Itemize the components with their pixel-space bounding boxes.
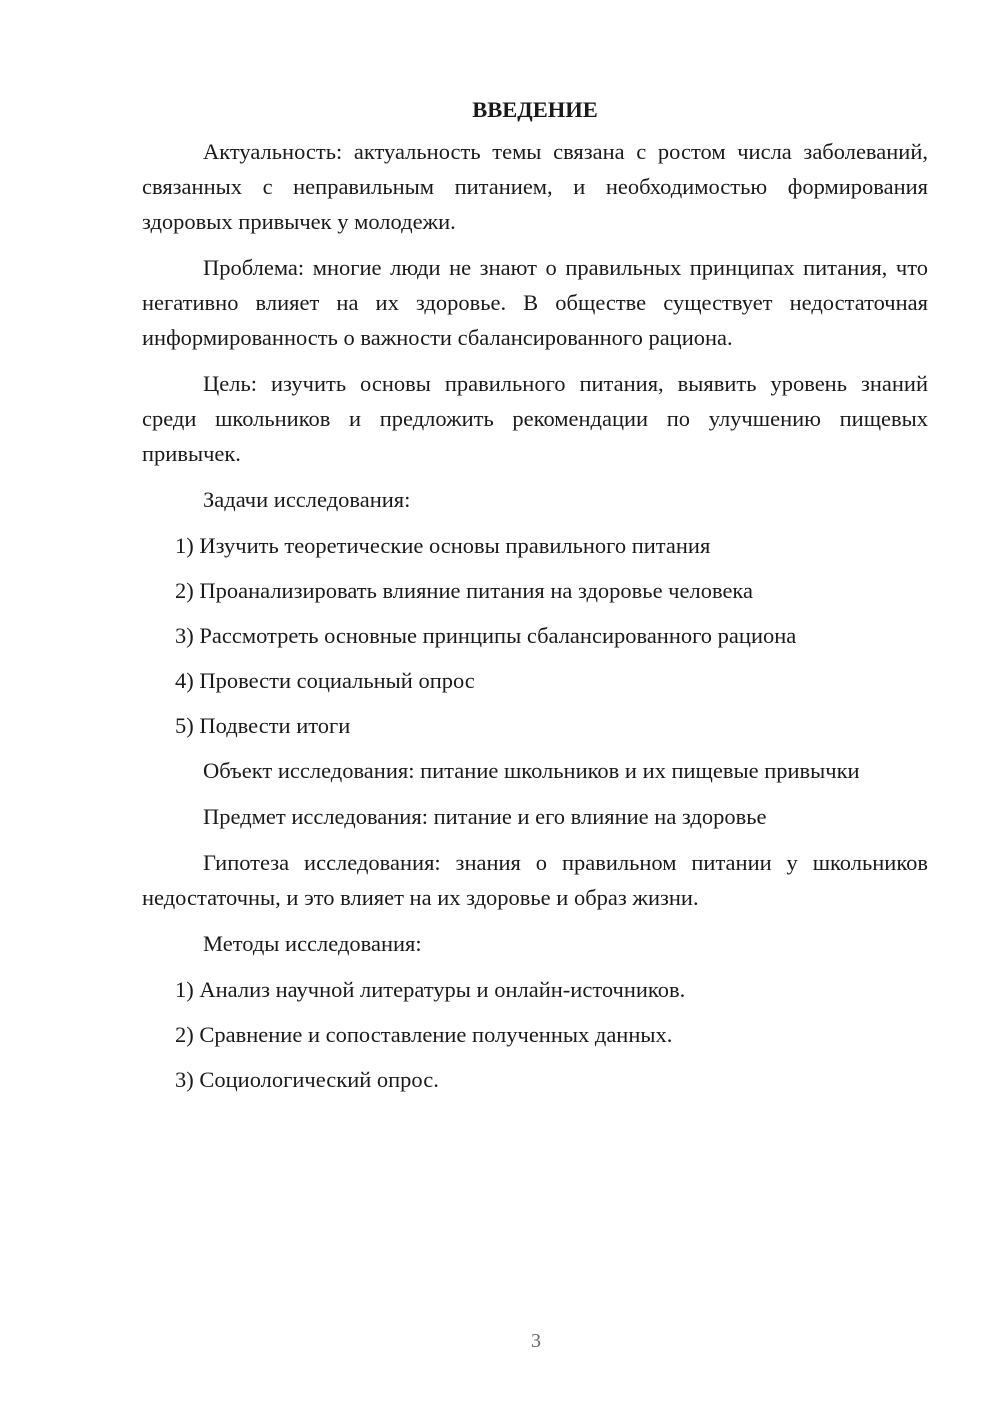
page-number: 3 [531,1330,541,1352]
hypothesis-paragraph: Гипотеза исследования: знания о правильном питании у школьников недостаточны, и это влияет на их здоровье и образ жизни. [142,850,928,910]
methods-title: Методы исследования: [203,931,422,956]
list-item: 3) Социологический опрос. [175,1067,439,1092]
document-page [142,92,928,1107]
list-item: 2) Проанализировать влияние питания на здоровье человека [175,578,754,603]
relevance-paragraph: Актуальность: актуальность темы связана с ростом числа заболеваний, связанных с неправильным питанием, и необходимостью формирования здоровых привычек у молодежи. [142,139,928,234]
tasks-title: Задачи исследования: [203,487,411,512]
list-item: 5) Подвести итоги [175,713,351,738]
list-item: 3) Рассмотреть основные принципы сбалансированного рациона [175,623,797,648]
list-item: 2) Сравнение и сопоставление полученных данных. [175,1022,673,1047]
subject-paragraph: Предмет исследования: питание и его влияние на здоровье [203,804,767,829]
list-item: 4) Провести социальный опрос [175,668,475,693]
goal-paragraph: Цель: изучить основы правильного питания, выявить уровень знаний среди школьников и предложить рекомендации по улучшению пищевых привычек. [142,371,928,466]
list-item: 1) Изучить теоретические основы правильного питания [175,533,711,558]
tasks-list [142,528,928,743]
list-item: 1) Анализ научной литературы и онлайн-источников. [175,977,686,1002]
problem-paragraph: Проблема: многие люди не знают о правильных принципах питания, что негативно влияет на их здоровье. В обществе существует недостаточная информированность о важности сбалансированного рациона. [142,255,928,350]
methods-list [142,972,928,1097]
object-paragraph: Объект исследования: питание школьников и их пищевые привычки [203,758,860,783]
section-heading: ВВЕДЕНИЕ [472,97,598,122]
